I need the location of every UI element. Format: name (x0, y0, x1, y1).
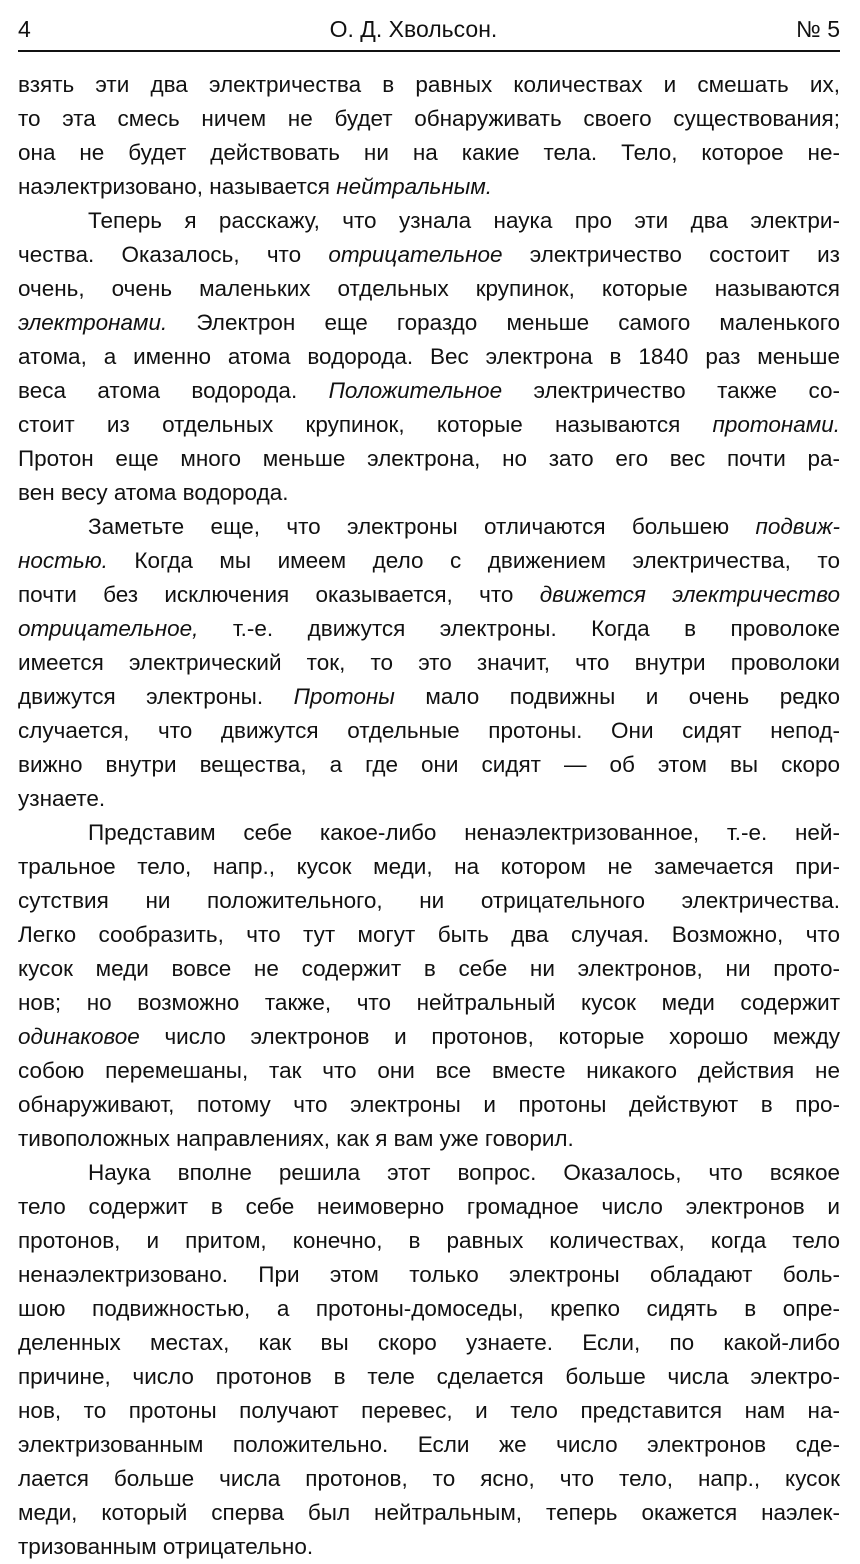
text-segment: она не будет действовать ни на какие тела. Тело, которое не- (18, 140, 840, 165)
text-segment: лается больше числа протонов, то ясно, что тело, напр., кусок (18, 1466, 840, 1491)
text-segment: чества. Оказалось, что (18, 242, 329, 267)
text-segment: очень, очень маленьких отдельных крупинок, которые называются (18, 276, 840, 301)
text-segment: электричество состоит из (502, 242, 840, 267)
text-segment: причине, число протонов в теле сделается больше числа электро- (18, 1364, 840, 1389)
text-segment: шою подвижностью, а протоны-домоседы, крепко сидять в опре- (18, 1296, 840, 1321)
text-segment: стоит из отдельных крупинок, которые называются (18, 412, 713, 437)
text-line (18, 238, 840, 272)
text-line (18, 476, 840, 510)
text-segment: Электрон еще гораздо меньше самого маленького (167, 310, 840, 335)
text-segment: нов, то протоны получают перевес, и тело представится нам на- (18, 1398, 840, 1423)
text-line (18, 1020, 840, 1054)
italic-text: движется электричество (539, 582, 841, 607)
text-segment: имеется электрический ток, то это значит, что внутри проволоки (18, 650, 840, 675)
text-line (18, 1292, 840, 1326)
text-segment: веса атома водорода. (18, 378, 329, 403)
text-line (18, 612, 840, 646)
italic-text: Положительное (328, 378, 503, 403)
italic-text: отрицательное, (18, 616, 199, 641)
text-segment: тризованным отрицательно. (18, 1534, 314, 1559)
running-author: О. Д. Хвольсон. (329, 16, 498, 42)
text-segment: наэлектризовано, называется (18, 174, 337, 199)
italic-text: одинаковое (18, 1024, 140, 1049)
text-segment: атома, а именно атома водорода. Вес электрона в 1840 раз меньше (18, 344, 840, 369)
text-line (18, 204, 840, 238)
text-segment: нов; но возможно также, что нейтральный кусок меди содержит (18, 990, 840, 1015)
italic-text: отрицательное (328, 242, 503, 267)
text-segment: электричество также со- (502, 378, 840, 403)
italic-text: нейтральным. (336, 174, 492, 199)
text-segment: вен весу атома водорода. (18, 480, 289, 505)
text-segment: ненаэлектризовано. При этом только электроны обладают боль- (18, 1262, 840, 1287)
text-segment: деленных местах, как вы скоро узнаете. Если, по какой-либо (18, 1330, 840, 1355)
text-line (18, 510, 840, 544)
text-line (18, 272, 840, 306)
text-line (18, 1530, 840, 1564)
text-line (18, 306, 840, 340)
text-line (18, 714, 840, 748)
text-segment: меди, который сперва был нейтральным, теперь окажется наэлек- (18, 1500, 840, 1525)
text-line (18, 1496, 840, 1530)
text-segment: электризованным положительно. Если же число электронов сде- (18, 1432, 840, 1457)
text-line (18, 442, 840, 476)
text-line (18, 1258, 840, 1292)
text-line (18, 646, 840, 680)
italic-text: электронами. (18, 310, 168, 335)
text-line (18, 136, 840, 170)
text-segment: собою перемешаны, так что они все вместе никакого действия не (18, 1058, 840, 1083)
text-segment: мало подвижны и очень редко (394, 684, 840, 709)
text-line (18, 408, 840, 442)
text-segment: Теперь я расскажу, что узнала наука про эти два электри- (88, 208, 840, 233)
text-line (18, 884, 840, 918)
text-line (18, 1054, 840, 1088)
text-line (18, 1156, 840, 1190)
text-line (18, 578, 840, 612)
text-line (18, 1122, 840, 1156)
italic-text: протонами. (712, 412, 840, 437)
page-body (18, 68, 840, 1564)
text-line (18, 918, 840, 952)
text-segment: кусок меди вовсе не содержит в себе ни электронов, ни прото- (18, 956, 840, 981)
italic-text: ностью. (18, 548, 108, 573)
text-segment: Наука вполне решила этот вопрос. Оказалось, что всякое (88, 1160, 840, 1185)
text-line (18, 340, 840, 374)
page-number: 4 (18, 16, 31, 42)
text-line (18, 1224, 840, 1258)
text-segment: обнаруживают, потому что электроны и протоны действуют в про- (18, 1092, 840, 1117)
text-segment: Представим себе какое-либо ненаэлектризованное, т.-е. ней- (88, 820, 840, 845)
text-segment: тивоположных направлениях, как я вам уже говорил. (18, 1126, 574, 1151)
text-segment: тральное тело, напр., кусок меди, на котором не замечается при- (18, 854, 840, 879)
text-segment: вижно внутри вещества, а где они сидят — об этом вы скоро (18, 752, 840, 777)
text-segment: тело содержит в себе неимоверно громадное число электронов и (18, 1194, 840, 1219)
text-line (18, 748, 840, 782)
text-line (18, 680, 840, 714)
text-segment: Когда мы имеем дело с движением электричества, то (107, 548, 840, 573)
text-line (18, 170, 840, 204)
italic-text: подвиж- (755, 514, 840, 539)
text-segment: Легко сообразить, что тут могут быть два случая. Возможно, что (18, 922, 840, 947)
text-line (18, 1326, 840, 1360)
text-segment: то эта смесь ничем не будет обнаруживать своего существования; (18, 106, 840, 131)
text-line (18, 782, 840, 816)
text-segment: почти без исключения оказывается, что (18, 582, 540, 607)
text-line (18, 850, 840, 884)
text-segment: сутствия ни положительного, ни отрицательного электричества. (18, 888, 840, 913)
text-line (18, 1190, 840, 1224)
text-line (18, 816, 840, 850)
text-segment: число электронов и протонов, которые хорошо между (139, 1024, 840, 1049)
text-segment: узнаете. (18, 786, 106, 811)
text-segment: протонов, и притом, конечно, в равных количествах, когда тело (18, 1228, 840, 1253)
issue-number: № 5 (796, 16, 840, 42)
text-segment: взять эти два электричества в равных количествах и смешать их, (18, 72, 840, 97)
text-segment: т.-е. движутся электроны. Когда в проволоке (198, 616, 840, 641)
text-line (18, 1428, 840, 1462)
italic-text: Протоны (293, 684, 395, 709)
text-segment: Заметьте еще, что электроны отличаются большею (88, 514, 756, 539)
text-line (18, 374, 840, 408)
text-line (18, 68, 840, 102)
text-line (18, 952, 840, 986)
text-line (18, 986, 840, 1020)
text-segment: случается, что движутся отдельные протоны. Они сидят непод- (18, 718, 840, 743)
text-segment: движутся электроны. (18, 684, 294, 709)
text-line (18, 1462, 840, 1496)
text-line (18, 544, 840, 578)
text-line (18, 1360, 840, 1394)
text-line (18, 1394, 840, 1428)
text-line (18, 102, 840, 136)
text-line (18, 1088, 840, 1122)
text-segment: Протон еще много меньше электрона, но зато его вес почти ра- (18, 446, 840, 471)
running-header (18, 14, 840, 52)
